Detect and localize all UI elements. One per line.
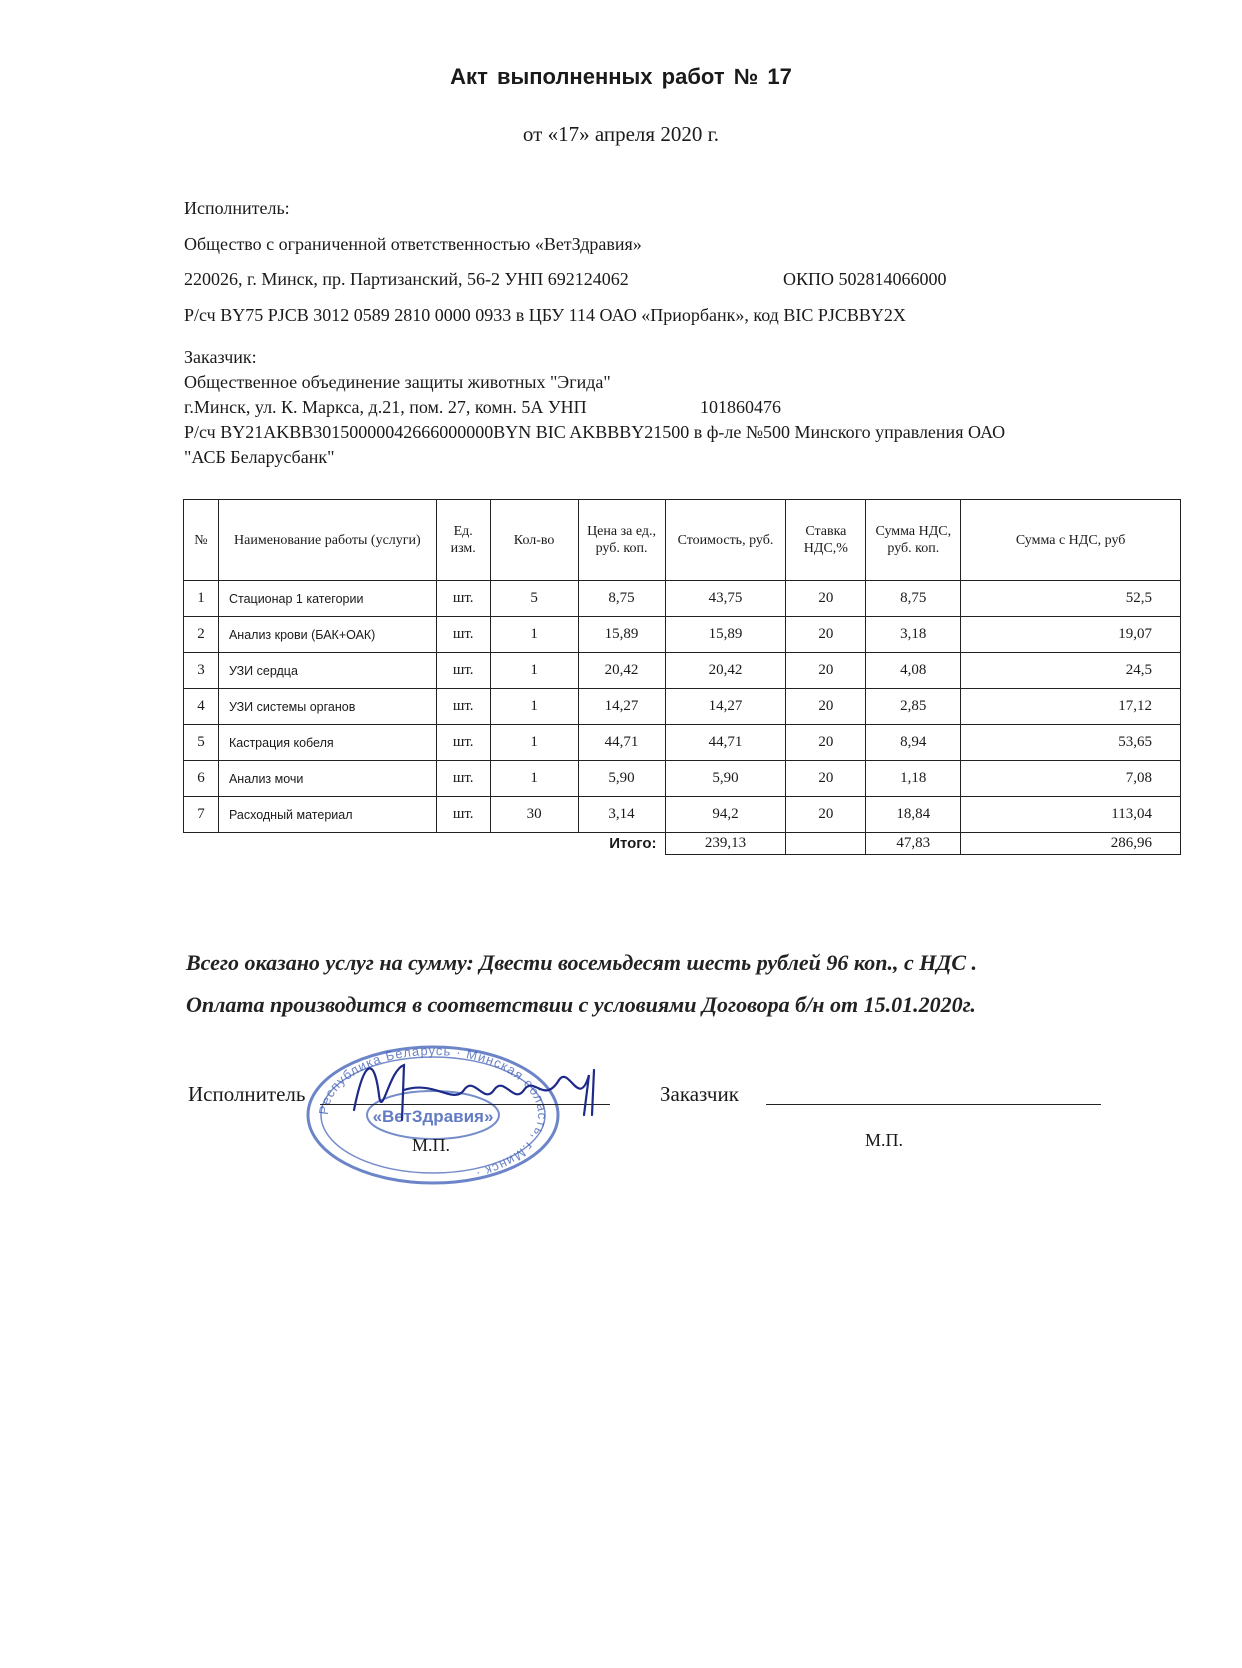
executor-signature-mark xyxy=(344,1050,614,1130)
row-qty: 1 xyxy=(490,689,578,725)
row-no: 4 xyxy=(184,689,219,725)
row-price: 3,14 xyxy=(578,797,665,833)
row-vat-sum: 8,75 xyxy=(866,581,961,617)
totals-row xyxy=(184,833,1181,855)
customer-unp: 101860476 xyxy=(700,397,781,417)
customer-account-line1: Р/сч BY21AKBB30150000042666000000BYN BIC AKBBBY21500 в ф-ле №500 Минского управления ОАО xyxy=(184,422,1006,442)
table-row xyxy=(184,653,1181,689)
row-qty: 1 xyxy=(490,653,578,689)
executor-mp: М.П. xyxy=(412,1135,451,1155)
row-vat-rate: 20 xyxy=(786,761,866,797)
header-vat-rate: Ставка НДС,% xyxy=(786,500,866,581)
row-total: 53,65 xyxy=(961,725,1181,761)
row-total: 7,08 xyxy=(961,761,1181,797)
row-qty: 30 xyxy=(490,797,578,833)
summary-payment: Оплата производится в соответствии с условиями Договора б/н от 15.01.2020г. xyxy=(186,992,976,1017)
row-no: 6 xyxy=(184,761,219,797)
row-no: 2 xyxy=(184,617,219,653)
row-price: 8,75 xyxy=(578,581,665,617)
totals-spacer xyxy=(184,833,579,855)
row-name: Анализ крови (БАК+ОАК) xyxy=(218,617,436,653)
row-price: 20,42 xyxy=(578,653,665,689)
row-no: 7 xyxy=(184,797,219,833)
executor-signature-label: Исполнитель xyxy=(188,1082,306,1106)
row-qty: 1 xyxy=(490,725,578,761)
row-unit: шт. xyxy=(436,725,490,761)
customer-account-line2: "АСБ Беларусбанк" xyxy=(184,447,335,467)
row-qty: 1 xyxy=(490,761,578,797)
row-vat-rate: 20 xyxy=(786,725,866,761)
row-cost: 14,27 xyxy=(665,689,786,725)
row-total: 52,5 xyxy=(961,581,1181,617)
stamp-ring-text: Республика Беларусь · Минская область, г.Минск · xyxy=(315,1042,551,1182)
row-vat-sum: 8,94 xyxy=(866,725,961,761)
row-cost: 43,75 xyxy=(665,581,786,617)
row-unit: шт. xyxy=(436,797,490,833)
row-cost: 15,89 xyxy=(665,617,786,653)
executor-name: Общество с ограниченной ответственностью «ВетЗдравия» xyxy=(184,234,642,254)
summary-amount: Всего оказано услуг на сумму: Двести восемьдесят шесть рублей 96 коп., с НДС . xyxy=(186,950,978,975)
row-vat-sum: 18,84 xyxy=(866,797,961,833)
header-cost: Стоимость, руб. xyxy=(665,500,786,581)
header-name: Наименование работы (услуги) xyxy=(218,500,436,581)
document-date: от «17» апреля 2020 г. xyxy=(522,122,720,146)
row-total: 24,5 xyxy=(961,653,1181,689)
row-price: 44,71 xyxy=(578,725,665,761)
header-unit: Ед. изм. xyxy=(436,500,490,581)
row-total: 19,07 xyxy=(961,617,1181,653)
row-no: 1 xyxy=(184,581,219,617)
row-name: Кастрация кобеля xyxy=(218,725,436,761)
row-name: Стационар 1 категории xyxy=(218,581,436,617)
table-row xyxy=(184,689,1181,725)
customer-mp: М.П. xyxy=(865,1130,904,1150)
row-total: 17,12 xyxy=(961,689,1181,725)
row-qty: 5 xyxy=(490,581,578,617)
row-name: Расходный материал xyxy=(218,797,436,833)
table-row xyxy=(184,761,1181,797)
header-qty: Кол-во xyxy=(490,500,578,581)
row-cost: 20,42 xyxy=(665,653,786,689)
row-price: 15,89 xyxy=(578,617,665,653)
row-unit: шт. xyxy=(436,689,490,725)
totals-vat-rate-empty xyxy=(786,833,866,855)
executor-address-text: 220026, г. Минск, пр. Партизанский, 56-2 УНП 692124062 xyxy=(184,269,629,289)
row-vat-rate: 20 xyxy=(786,653,866,689)
row-no: 3 xyxy=(184,653,219,689)
row-vat-rate: 20 xyxy=(786,689,866,725)
row-price: 5,90 xyxy=(578,761,665,797)
customer-signature-line xyxy=(766,1104,1101,1105)
header-price: Цена за ед., руб. коп. xyxy=(578,500,665,581)
row-unit: шт. xyxy=(436,653,490,689)
executor-account: Р/сч BY75 PJCB 3012 0589 2810 0000 0933 в ЦБУ 114 ОАО «Приорбанк», код BIC PJCBBY2X xyxy=(184,305,906,325)
customer-address: г.Минск, ул. К. Маркса, д.21, пом. 27, комн. 5А УНП xyxy=(184,397,587,417)
row-cost: 94,2 xyxy=(665,797,786,833)
row-unit: шт. xyxy=(436,617,490,653)
row-vat-sum: 3,18 xyxy=(866,617,961,653)
executor-address xyxy=(184,269,629,290)
totals-cost: 239,13 xyxy=(665,833,786,855)
header-no: № xyxy=(184,500,219,581)
document-title: Акт выполненных работ № 17 xyxy=(450,64,792,89)
row-unit: шт. xyxy=(436,761,490,797)
totals-vat-sum: 47,83 xyxy=(866,833,961,855)
row-vat-sum: 2,85 xyxy=(866,689,961,725)
row-qty: 1 xyxy=(490,617,578,653)
table-row xyxy=(184,725,1181,761)
row-vat-rate: 20 xyxy=(786,617,866,653)
executor-label: Исполнитель: xyxy=(184,198,290,218)
table-row xyxy=(184,581,1181,617)
row-vat-rate: 20 xyxy=(786,797,866,833)
table-row xyxy=(184,797,1181,833)
services-table xyxy=(183,499,1181,855)
row-vat-sum: 4,08 xyxy=(866,653,961,689)
row-unit: шт. xyxy=(436,581,490,617)
row-cost: 5,90 xyxy=(665,761,786,797)
row-total: 113,04 xyxy=(961,797,1181,833)
row-price: 14,27 xyxy=(578,689,665,725)
totals-total: 286,96 xyxy=(961,833,1181,855)
row-name: УЗИ сердца xyxy=(218,653,436,689)
totals-label: Итого: xyxy=(609,835,657,853)
header-total: Сумма с НДС, руб xyxy=(961,500,1181,581)
row-no: 5 xyxy=(184,725,219,761)
customer-label: Заказчик: xyxy=(184,347,257,367)
table-header-row xyxy=(184,500,1181,581)
row-name: Анализ мочи xyxy=(218,761,436,797)
customer-name: Общественное объединение защиты животных "Эгида" xyxy=(184,372,611,392)
row-vat-rate: 20 xyxy=(786,581,866,617)
stamp-center-text: «ВетЗдравия» xyxy=(372,1107,494,1126)
row-cost: 44,71 xyxy=(665,725,786,761)
row-vat-sum: 1,18 xyxy=(866,761,961,797)
table-row xyxy=(184,617,1181,653)
customer-signature-label: Заказчик xyxy=(660,1082,739,1106)
header-vat-sum: Сумма НДС, руб. коп. xyxy=(866,500,961,581)
executor-okpo: ОКПО 502814066000 xyxy=(783,269,947,289)
row-name: УЗИ системы органов xyxy=(218,689,436,725)
